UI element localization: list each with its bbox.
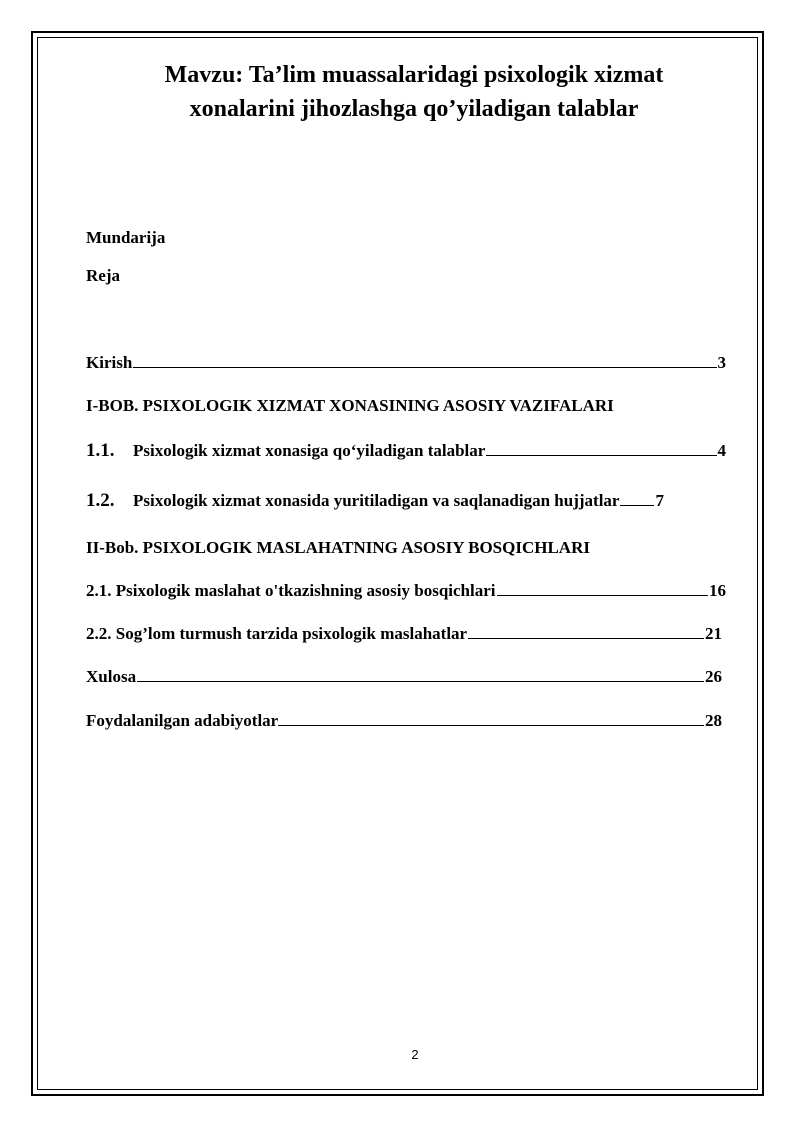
toc-leader-line <box>468 624 704 639</box>
title-line-1: Mavzu: Ta’lim muassalaridagi psixologik xizmat <box>164 62 664 88</box>
toc-entry-2-2[interactable] <box>86 623 722 645</box>
toc-entry-1-1[interactable] <box>86 440 726 462</box>
toc-page-number: 3 <box>717 353 726 372</box>
toc-leader-line <box>133 353 716 368</box>
toc-page-number: 21 <box>705 624 722 643</box>
page-number: 2 <box>411 1047 419 1062</box>
toc-page-number: 16 <box>709 581 726 600</box>
toc-entry-text: Foydalanilgan adabiyotlar <box>86 711 279 730</box>
toc-entry-2-1[interactable] <box>86 580 726 602</box>
toc-entry-xulosa[interactable] <box>86 666 722 688</box>
toc-entry-text: 2.2. Sog’lom turmush tarzida psixologik maslahatlar <box>86 624 468 643</box>
toc-leader-line <box>620 491 654 506</box>
toc-chapter-2[interactable]: II-Bob. PSIXOLOGIK MASLAHATNING ASOSIY BOSQICHLARI <box>86 538 590 557</box>
toc-section-number: 1.2. <box>86 490 115 511</box>
toc-leader-line <box>278 711 704 726</box>
toc-entry-text: Psixologik xizmat xonasiga qo‘yiladigan talablar <box>133 441 486 460</box>
toc-leader-line <box>137 667 704 682</box>
toc-entry-kirish[interactable] <box>86 352 726 374</box>
toc-section-number: 1.1. <box>86 440 115 461</box>
document-title <box>86 58 742 126</box>
toc-leader-line <box>497 581 709 596</box>
toc-entry-text: Kirish <box>86 353 133 372</box>
toc-entry-text: 2.1. Psixologik maslahat o'tkazishning asosiy bosqichlari <box>86 581 496 600</box>
toc-entry-text: Psixologik xizmat xonasida yuritiladigan va saqlanadigan hujjatlar <box>133 491 620 510</box>
toc-chapter-1[interactable]: I-BOB. PSIXOLOGIK XIZMAT XONASINING ASOSIY VAZIFALARI <box>86 396 614 415</box>
toc-page-number: 4 <box>717 441 726 460</box>
toc-page-number: 28 <box>705 711 722 730</box>
toc-page-number: 7 <box>655 491 664 510</box>
toc-entry-text: Xulosa <box>86 667 137 686</box>
toc-leader-line <box>486 441 716 456</box>
toc-entry-adabiyotlar[interactable] <box>86 710 722 732</box>
toc-entry-1-2[interactable] <box>86 490 726 512</box>
toc-page-number: 26 <box>705 667 722 686</box>
mundarija-label: Mundarija <box>86 228 166 247</box>
page-border-inner <box>37 37 758 1090</box>
title-line-2: xonalarini jihozlashga qo’yiladigan talablar <box>189 96 639 122</box>
reja-label: Reja <box>86 266 120 285</box>
